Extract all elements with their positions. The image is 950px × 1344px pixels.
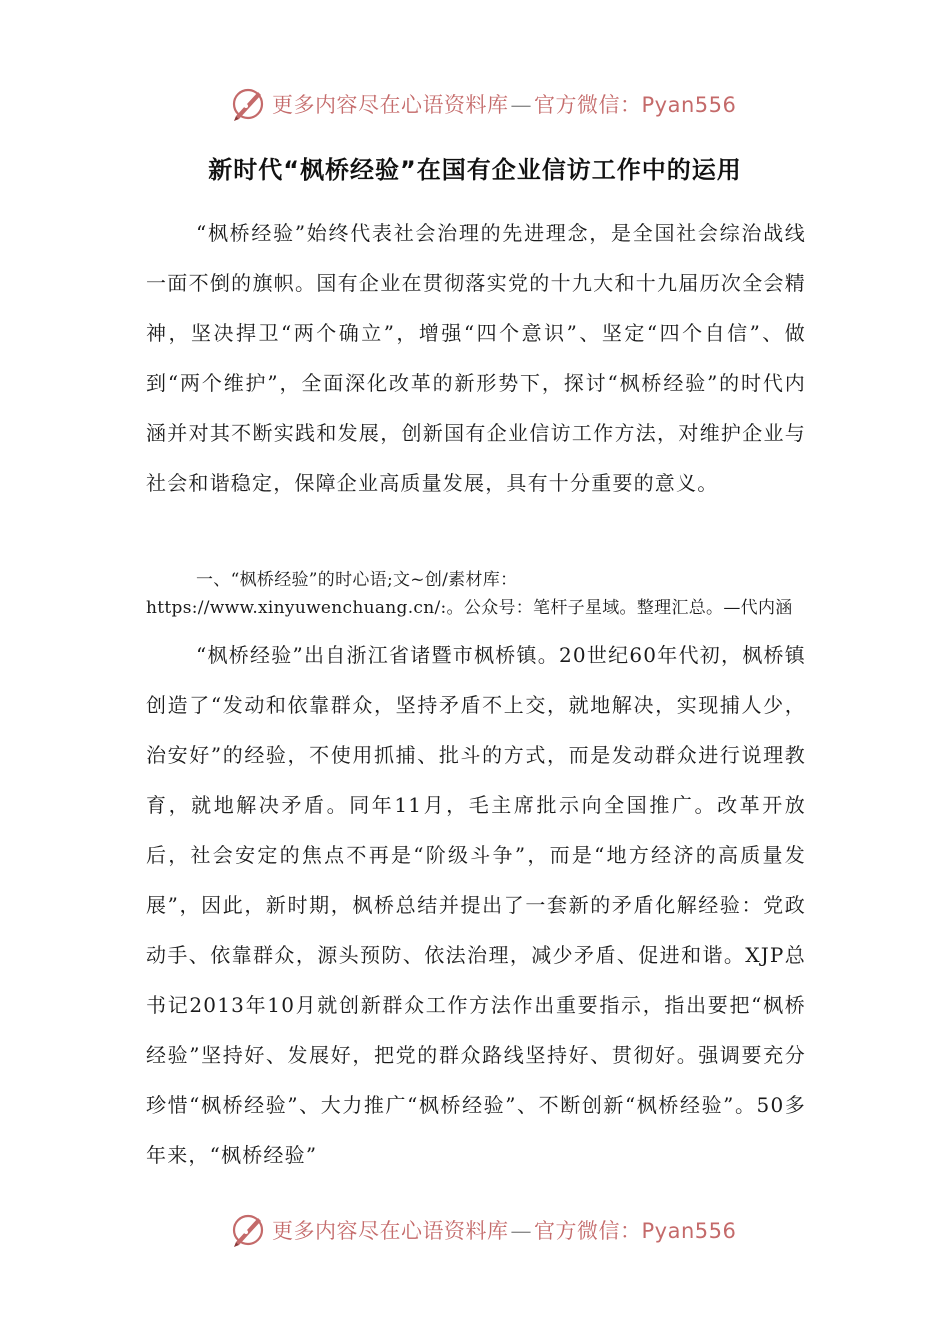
footer-watermark-banner: [0, 1208, 950, 1252]
banner-text: [272, 1215, 736, 1245]
banner-brand: 更多内容尽在心语资料库: [272, 93, 509, 117]
pen-logo-icon: [228, 84, 268, 124]
document-title: 新时代“枫桥经验”在国有企业信访工作中的运用: [208, 156, 742, 184]
intro-paragraph: [146, 208, 806, 508]
body-paragraph: [146, 630, 806, 1180]
banner-wechat-label: 官方微信：: [534, 1219, 642, 1243]
banner-wechat-id: Pyan556: [641, 1219, 737, 1243]
body-paragraph-text: “枫桥经验”出自浙江省诸暨市枫桥镇。20世纪60年代初，枫桥镇创造了“发动和依靠群众，坚持矛盾不上交，就地解决，实现捕人少，治安好”的经验，不使用抓捕、批斗的方式，而是发动群众进行说理教育，就地解决矛盾。同年11月，毛主席批示向全国推广。改革开放后，社会安定的焦点不再是“阶级斗争”，而是“地方经济的高质量发展”，因此，新时期，枫桥总结并提出了一套新的矛盾化解经验：党政动手、依靠群众，源头预防、依法治理，减少矛盾、促进和谐。XJP总书记2013年10月就创新群众工作方法作出重要指示，指出要把“枫桥经验”坚持好、发展好，把党的群众路线坚持好、贯彻好。强调要充分珍惜“枫桥经验”、大力推广“枫桥经验”、不断创新“枫桥经验”。50多年来，“枫桥经验”: [146, 643, 806, 1167]
header-watermark-banner: [0, 82, 950, 126]
banner-wechat-label: 官方微信：: [534, 93, 642, 117]
pen-logo-icon: [228, 1210, 268, 1250]
banner-brand: 更多内容尽在心语资料库: [272, 1219, 509, 1243]
section-heading-text: 一、“枫桥经验”的时心语;文~创/素材库：https://www.xinyuwenchuang.cn/:。公众号：笔杆子星域。整理汇总。—代内涵: [146, 570, 793, 618]
banner-text: [272, 89, 736, 119]
banner-wechat-id: Pyan556: [641, 93, 737, 117]
banner-separator: —: [510, 93, 532, 117]
intro-paragraph-text: “枫桥经验”始终代表社会治理的先进理念，是全国社会综治战线一面不倒的旗帜。国有企业在贯彻落实党的十九大和十九届历次全会精神，坚决捍卫“两个确立”，增强“四个意识”、坚定“四个自信”、做到“两个维护”，全面深化改革的新形势下，探讨“枫桥经验”的时代内涵并对其不断实践和发展，创新国有企业信访工作方法，对维护企业与社会和谐稳定，保障企业高质量发展，具有十分重要的意义。: [146, 221, 806, 495]
section-heading: [146, 566, 806, 622]
banner-separator: —: [510, 1219, 532, 1243]
